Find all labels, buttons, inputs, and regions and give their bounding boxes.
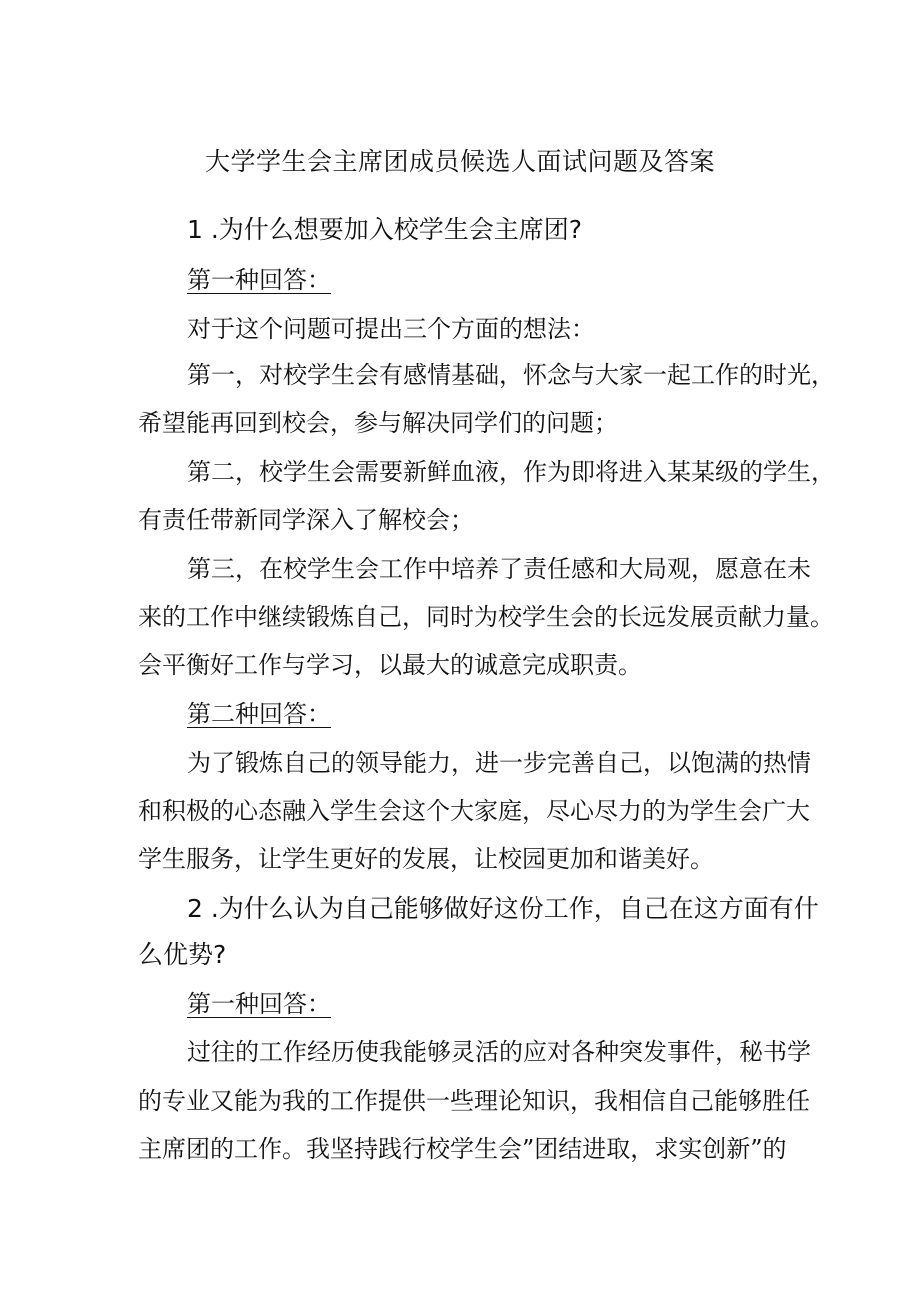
q1-intro: 对于这个问题可提出三个方面的想法： [187, 315, 595, 343]
document-title: 大学学生会主席团成员候选人面试问题及答案 [204, 147, 715, 176]
q1-answer-1-label: 第一种回答： [187, 266, 331, 294]
q2-answer-1-line-3: 主席团的工作。我坚持践行校学生会”团结进取，求实创新”的 [138, 1135, 787, 1163]
q1-answer-2-line-1: 为了锻炼自己的领导能力，进一步完善自己，以饱满的热情 [187, 749, 811, 777]
q1-answer-2-line-3: 学生服务，让学生更好的发展，让校园更加和谐美好。 [138, 845, 714, 873]
q2-answer-1-line-1: 过往的工作经历使我能够灵活的应对各种突发事件，秘书学 [187, 1038, 811, 1066]
q1-point-3-line-1: 第三，在校学生会工作中培养了责任感和大局观，愿意在未 [187, 555, 811, 583]
q1-point-1-line-2: 希望能再回到校会，参与解决同学们的问题； [138, 409, 618, 437]
q1-point-3-line-2: 来的工作中继续锻炼自己，同时为校学生会的长远发展贡献力量。 [138, 603, 834, 631]
question-2-line-1: 2 .为什么认为自己能够做好这份工作，自己在这方面有什 [187, 894, 819, 923]
q2-answer-1-line-2: 的专业又能为我的工作提供一些理论知识，我相信自己能够胜任 [138, 1087, 810, 1115]
q2-answer-1-label: 第一种回答： [187, 990, 331, 1018]
q1-answer-2-line-2: 和积极的心态融入学生会这个大家庭，尽心尽力的为学生会广大 [138, 797, 810, 825]
q1-point-2-line-2: 有责任带新同学深入了解校会； [138, 506, 474, 534]
q1-point-2-line-1: 第二，校学生会需要新鲜血液，作为即将进入某某级的学生， [187, 458, 835, 486]
question-2-line-2: 么优势? [138, 940, 227, 969]
question-1: 1 .为什么想要加入校学生会主席团? [187, 215, 583, 244]
q1-point-3-line-3: 会平衡好工作与学习，以最大的诚意完成职责。 [138, 651, 642, 679]
q1-point-1-line-1: 第一，对校学生会有感情基础，怀念与大家一起工作的时光， [187, 361, 835, 389]
q1-answer-2-label: 第二种回答： [187, 700, 331, 728]
